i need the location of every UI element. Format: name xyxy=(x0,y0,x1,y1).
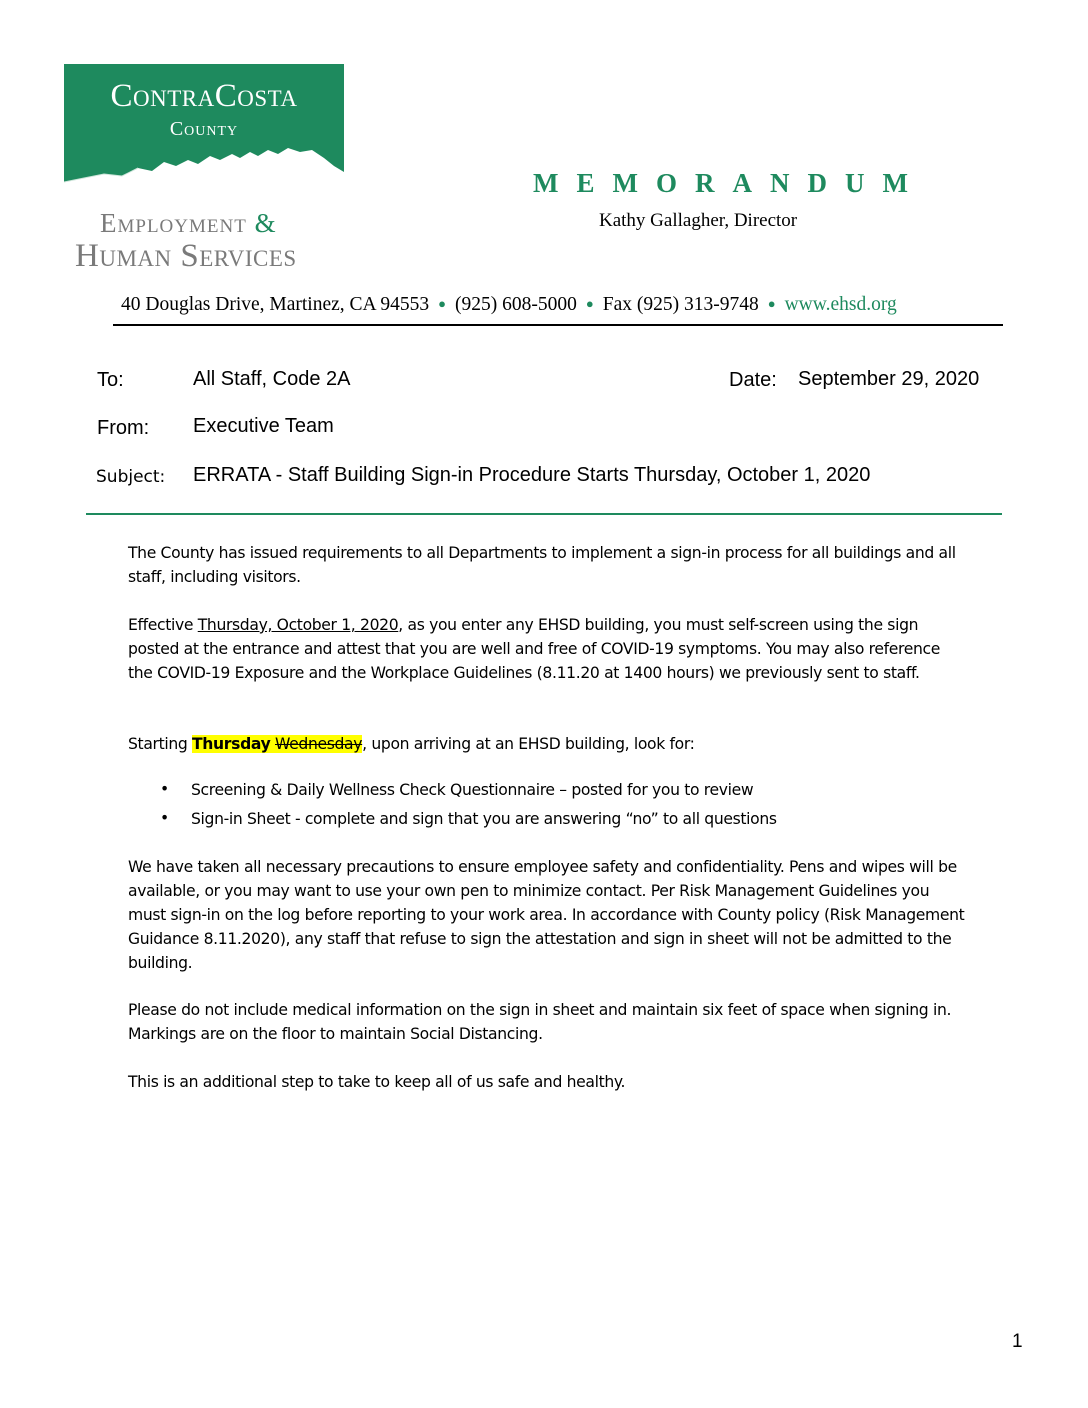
paragraph-closing: This is an additional step to take to keep all of us safe and healthy. xyxy=(128,1073,626,1091)
address-line xyxy=(121,294,897,316)
website-link[interactable]: www.ehsd.org xyxy=(784,294,897,315)
subject-divider xyxy=(86,513,1002,515)
mountain-icon xyxy=(64,144,344,204)
from-value: Executive Team xyxy=(193,415,334,437)
county-logo xyxy=(64,64,344,204)
bullet-separator-icon: ● xyxy=(438,296,447,311)
memo-title: MEMORANDUM xyxy=(533,168,926,198)
header-divider xyxy=(113,324,1003,326)
subject-label: Subject: xyxy=(96,467,166,487)
page-number: 1 xyxy=(1012,1331,1023,1352)
bullet-separator-icon: ● xyxy=(585,296,594,311)
paragraph-requirements: The County has issued requirements to all Departments to implement a sign-in process for all buildings and all staff, including visitors. xyxy=(128,544,956,586)
highlighted-thursday: Thursday xyxy=(192,735,271,753)
logo-subtext-human-services: Human Services xyxy=(75,238,297,274)
bullet-icon: • xyxy=(160,780,169,798)
address-fax: Fax (925) 313-9748 xyxy=(602,294,759,315)
logo-subtitle: County xyxy=(169,118,239,140)
logo-subtext-employment: Employment & xyxy=(100,208,277,238)
logo-title: ContraCosta xyxy=(110,78,298,114)
paragraph-medical-info: Please do not include medical information on the sign in sheet and maintain six feet of space when signing in. Markings are on the floor to maintain Social Distancing. xyxy=(128,1001,952,1043)
from-label: From: xyxy=(97,417,150,439)
paragraph-effective-date: Effective Thursday, October 1, 2020, as you enter any EHSD building, you must self-screen using the sign posted at the entrance and attest that you are well and free of COVID-19 symptoms. You may also reference the COVID-19 Exposure and the Workplace Guidelines (8.11.20 at 1400 hours) we previously sent to staff. xyxy=(128,616,940,682)
paragraph-precautions: We have taken all necessary precautions to ensure employee safety and confidentiality. Pens and wipes will be available, or you may want to use your own pen to minimize contact. Per Risk Management Guidelines you must sign-in on the log before reporting to your work area. In accordance with County policy (Risk Management Guidance 8.11.2020), any staff that refuse to sign the attestation and sign in sheet will not be admitted to the building. xyxy=(128,858,965,972)
paragraph-starting: Starting Thursday Wednesday, upon arriving at an EHSD building, look for: xyxy=(128,735,695,753)
to-label: To: xyxy=(97,369,124,391)
bullet-separator-icon: ● xyxy=(767,296,776,311)
address-phone: (925) 608-5000 xyxy=(455,294,577,315)
bullet-icon: • xyxy=(160,809,169,827)
subject-value: ERRATA - Staff Building Sign-in Procedure Starts Thursday, October 1, 2020 xyxy=(193,464,871,486)
memo-director: Kathy Gallagher, Director xyxy=(599,210,798,231)
to-value: All Staff, Code 2A xyxy=(193,368,351,390)
date-label: Date: xyxy=(729,369,777,391)
date-value: September 29, 2020 xyxy=(798,368,980,390)
address-street: 40 Douglas Drive, Martinez, CA 94553 xyxy=(121,294,430,315)
struck-wednesday: Wednesday xyxy=(275,735,363,753)
